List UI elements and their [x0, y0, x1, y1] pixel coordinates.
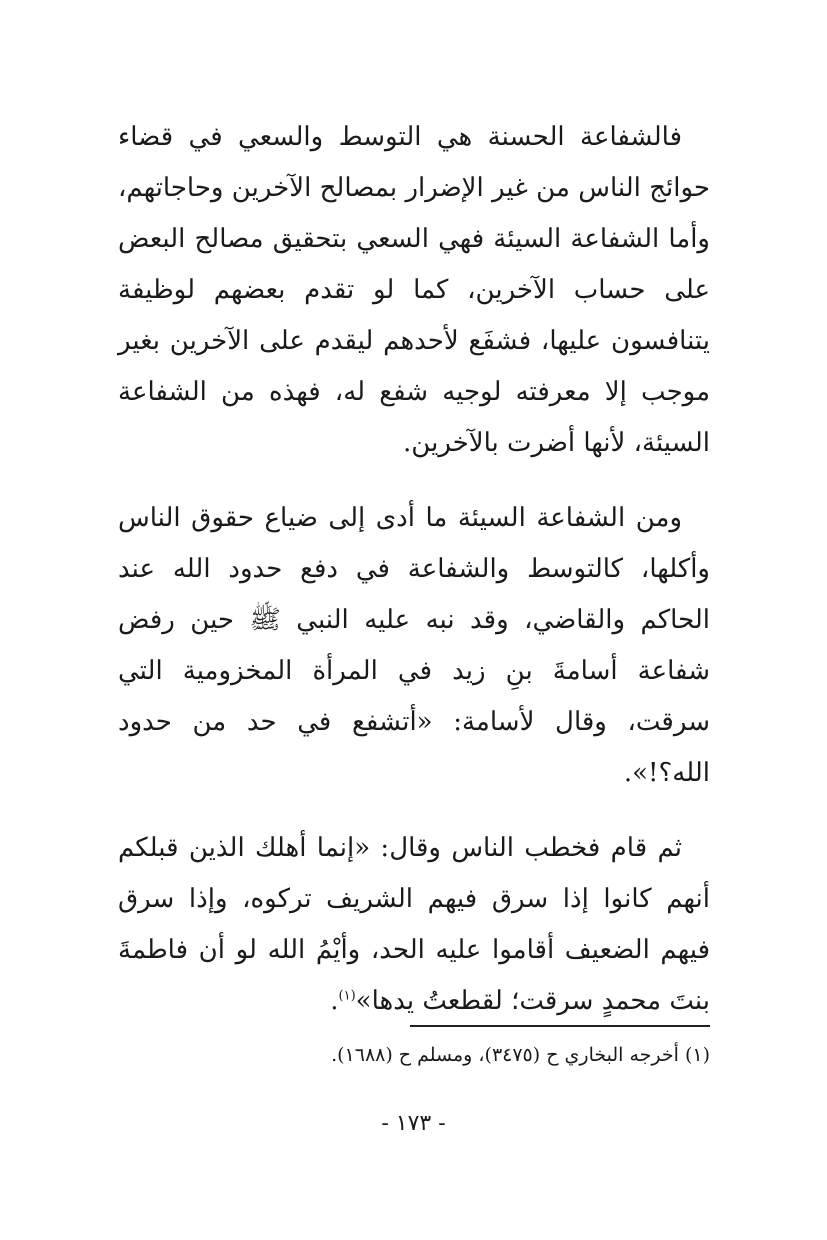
page-body — [118, 112, 710, 1051]
paragraph-end: . — [330, 986, 339, 1016]
hadith-text: ثم قام فخطب الناس وقال: «إنما أهلك الذين قبلكم أنهم كانوا إذا سرق فيهم الشريف تركوه، وإذا سرق فيهم الضعيف أقاموا عليه الحد، وأيْمُ الله لو أن فاطمةَ بنتَ محمدٍ سرقت؛ لقطعتُ يدها» — [118, 833, 710, 1016]
footnote: (١) أخرجه البخاري ح (٣٤٧٥)، ومسلم ح (١٦٨٨). — [331, 1044, 710, 1066]
footnote-divider — [410, 1025, 710, 1027]
footnote-marker: (١) — [338, 988, 356, 1004]
page-number: - ١٧٣ - — [381, 1111, 446, 1136]
paragraph-hadith — [118, 823, 710, 1027]
paragraph-good-intercession: فالشفاعة الحسنة هي التوسط والسعي في قضاء حوائج الناس من غير الإضرار بمصالح الآخرين وحاجاتهم، وأما الشفاعة السيئة فهي السعي بتحقيق مصالح البعض على حساب الآخرين، كما لو تقدم بعضهم لوظيفة يتنافسون عليها، فشفَع لأحدهم ليقدم على الآخرين بغير موجب إلا معرفته لوجيه شفع له، فهذه من الشفاعة السيئة، لأنها أضرت بالآخرين. — [118, 122, 710, 458]
paragraph-bad-intercession: ومن الشفاعة السيئة ما أدى إلى ضياع حقوق الناس وأكلها، كالتوسط والشفاعة في دفع حدود الله عند الحاكم والقاضي، وقد نبه عليه النبي ﷺ حين رفض شفاعة أسامةَ بنِ زيد في المرأة المخزومية التي سرقت، وقال لأسامة: «أتشفع في حد من حدود الله؟!». — [118, 503, 710, 788]
